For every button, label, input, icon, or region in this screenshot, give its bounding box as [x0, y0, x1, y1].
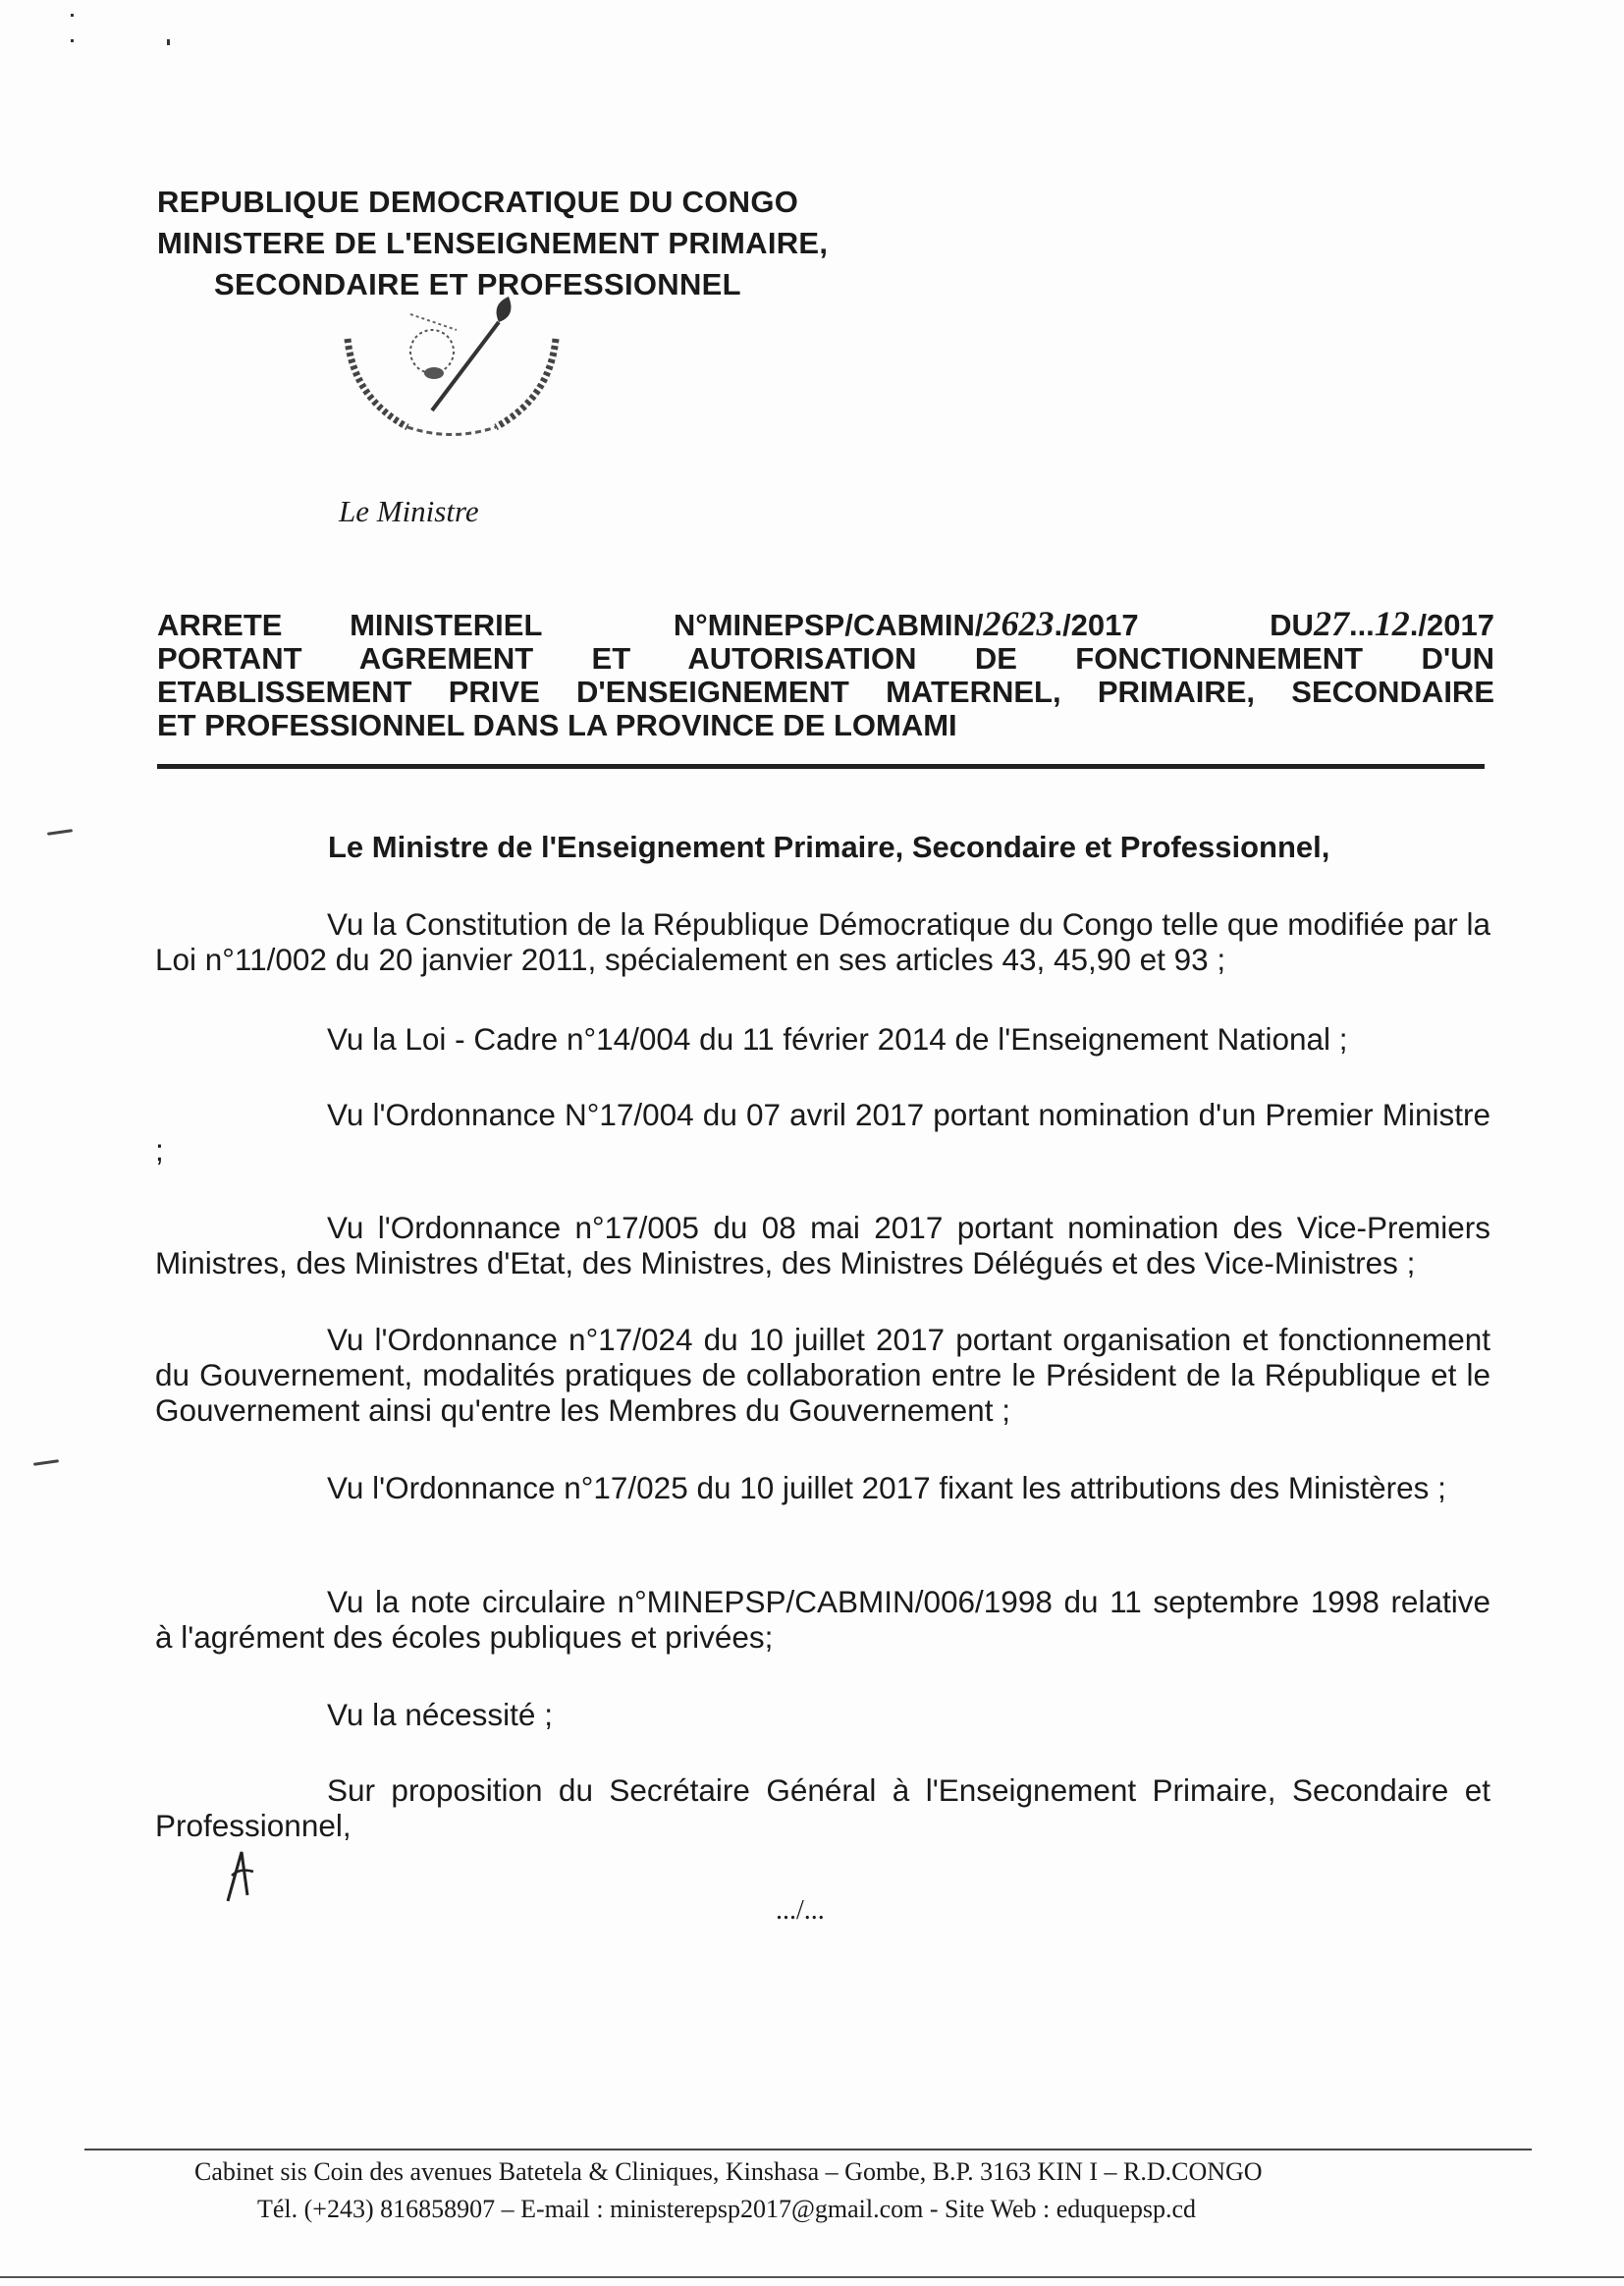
coat-of-arms-emblem: [324, 295, 579, 452]
decree-date: DU27...12./2017: [1270, 604, 1494, 643]
decree-title-line2: PORTANT AGREMENT ET AUTORISATION DE FONCTIONNEMENT D'UN: [157, 641, 1494, 676]
footer-address: Cabinet sis Coin des avenues Batetela & Cliniques, Kinshasa – Gombe, B.P. 3163 KIN I – R.D.CONGO: [194, 2157, 1263, 2186]
handwritten-initial: [218, 1846, 267, 1905]
consideration-constitution: Vu la Constitution de la République Démocratique du Congo telle que modifiée par la Loi n°11/002 du 20 janvier 2011, spécialement en ses articles 43, 45,90 et 93 ;: [155, 906, 1490, 977]
bottom-edge-line: [0, 2276, 1624, 2278]
scan-speck: [167, 39, 170, 45]
consideration-note-circulaire: Vu la note circulaire n°MINEPSP/CABMIN/006/1998 du 11 septembre 1998 relative à l'agrément des écoles publiques et privées;: [155, 1584, 1490, 1655]
decree-date-prefix: DU: [1270, 608, 1314, 642]
preamble: Le Ministre de l'Enseignement Primaire, Secondaire et Professionnel,: [328, 830, 1330, 864]
consideration-loi-cadre: Vu la Loi - Cadre n°14/004 du 11 février 2014 de l'Enseignement National ;: [327, 1021, 1348, 1057]
decree-number-handwritten: 2623: [983, 604, 1055, 643]
header-ministry-cont: SECONDAIRE ET PROFESSIONNEL: [214, 267, 741, 301]
consideration-gouvernement: Vu l'Ordonnance n°17/005 du 08 mai 2017 portant nomination des Vice-Premiers Ministres, des Ministres d'Etat, des Ministres, des Ministres Délégués et des Vice-Ministres ;: [155, 1210, 1490, 1280]
consideration-premier-ministre: Vu l'Ordonnance N°17/004 du 07 avril 2017 portant nomination d'un Premier Ministre ;: [155, 1097, 1490, 1168]
decree-date-month: 12: [1374, 604, 1410, 643]
consideration-attributions: Vu l'Ordonnance n°17/025 du 10 juillet 2017 fixant les attributions des Ministères ;: [327, 1470, 1446, 1505]
decree-date-suffix: ./2017: [1409, 608, 1494, 642]
consideration-organisation: Vu l'Ordonnance n°17/024 du 10 juillet 2017 portant organisation et fonctionnement du Gouvernement, modalités pratiques de collaboration entre le Président de la République et le Gouvernement ainsi qu'entre les Membres du Gouvernement ;: [155, 1322, 1490, 1428]
title-divider: [157, 764, 1485, 769]
consideration-proposition: Sur proposition du Secrétaire Général à l'Enseignement Primaire, Secondaire et Professionnel,: [155, 1772, 1490, 1843]
decree-prefix: ARRETE MINISTERIEL: [157, 608, 543, 642]
decree-title-line4: ET PROFESSIONNEL DANS LA PROVINCE DE LOMAMI: [157, 708, 957, 742]
decree-date-day: 27: [1313, 604, 1349, 643]
decree-title-line1: [157, 604, 1494, 643]
decree-number: [673, 604, 1139, 643]
consideration-necessite: Vu la nécessité ;: [327, 1697, 553, 1732]
decree-title: [157, 604, 1494, 742]
continuation-mark: .../...: [776, 1895, 825, 1926]
footer-contact: Tél. (+243) 816858907 – E-mail : ministerepsp2017@gmail.com - Site Web : eduquepsp.cd: [257, 2195, 1196, 2223]
scan-speck: [71, 14, 74, 17]
header-ministry: MINISTERE DE L'ENSEIGNEMENT PRIMAIRE,: [157, 226, 829, 260]
header-republic: REPUBLIQUE DEMOCRATIQUE DU CONGO: [157, 185, 799, 219]
decree-number-suffix: ./2017: [1054, 608, 1139, 642]
signatory-label: Le Ministre: [339, 494, 479, 528]
decree-title-line3: ETABLISSEMENT PRIVE D'ENSEIGNEMENT MATERNEL, PRIMAIRE, SECONDAIRE: [157, 675, 1494, 709]
decree-number-prefix: N°MINEPSP/CABMIN/: [673, 608, 984, 642]
margin-mark: [47, 829, 73, 836]
margin-mark: [33, 1459, 59, 1466]
scan-speck: [71, 39, 74, 42]
footer-divider: [84, 2149, 1532, 2150]
